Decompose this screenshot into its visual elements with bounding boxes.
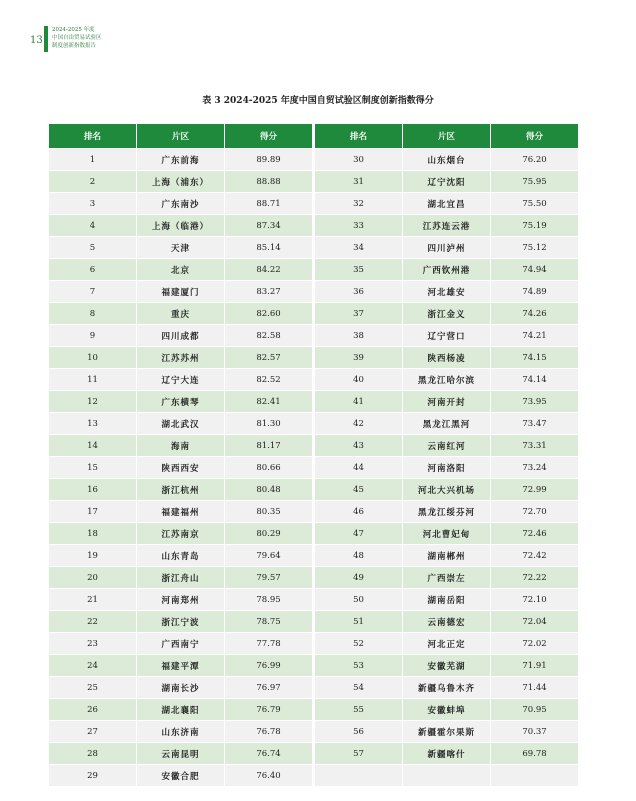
rank-cell: 31 bbox=[315, 171, 403, 193]
rank-cell: 27 bbox=[49, 721, 137, 743]
table-row bbox=[315, 171, 579, 193]
rank-cell: 23 bbox=[49, 633, 137, 655]
table-row bbox=[49, 479, 313, 501]
rank-cell: 4 bbox=[49, 215, 137, 237]
score-cell: 81.30 bbox=[225, 413, 313, 435]
region-cell: 江苏南京 bbox=[137, 523, 225, 545]
score-cell: 69.78 bbox=[491, 743, 579, 765]
rank-cell: 19 bbox=[49, 545, 137, 567]
table-title: 表 3 2024-2025 年度中国自贸试验区制度创新指数得分 bbox=[202, 96, 434, 106]
rank-cell: 3 bbox=[49, 193, 137, 215]
region-cell: 浙江金义 bbox=[403, 303, 491, 325]
table-row bbox=[49, 171, 313, 193]
rank-cell: 11 bbox=[49, 369, 137, 391]
table-row bbox=[49, 435, 313, 457]
region-cell: 湖北襄阳 bbox=[137, 699, 225, 721]
region-cell: 上海（临港） bbox=[137, 215, 225, 237]
region-cell: 河南洛阳 bbox=[403, 457, 491, 479]
table-row bbox=[49, 347, 313, 369]
table-row bbox=[49, 369, 313, 391]
table-row bbox=[49, 655, 313, 677]
score-cell: 72.04 bbox=[491, 611, 579, 633]
score-table-left-body bbox=[49, 149, 313, 787]
table-row bbox=[49, 633, 313, 655]
table-row bbox=[49, 237, 313, 259]
score-cell: 82.57 bbox=[225, 347, 313, 369]
report-title-line: 2024-2025 年度 bbox=[52, 27, 95, 33]
score-cell: 75.12 bbox=[491, 237, 579, 259]
table-row bbox=[315, 193, 579, 215]
score-cell: 73.95 bbox=[491, 391, 579, 413]
region-cell: 江苏苏州 bbox=[137, 347, 225, 369]
table-row bbox=[315, 435, 579, 457]
rank-cell: 36 bbox=[315, 281, 403, 303]
table-row bbox=[49, 501, 313, 523]
table-row bbox=[49, 413, 313, 435]
rank-cell: 49 bbox=[315, 567, 403, 589]
table-row bbox=[49, 391, 313, 413]
table-row bbox=[315, 303, 579, 325]
region-cell: 陕西西安 bbox=[137, 457, 225, 479]
rank-cell: 56 bbox=[315, 721, 403, 743]
region-cell: 湖南岳阳 bbox=[403, 589, 491, 611]
score-cell: 88.71 bbox=[225, 193, 313, 215]
score-cell: 74.89 bbox=[491, 281, 579, 303]
table-row bbox=[315, 369, 579, 391]
region-cell: 广东南沙 bbox=[137, 193, 225, 215]
rank-cell: 13 bbox=[49, 413, 137, 435]
table-row bbox=[315, 391, 579, 413]
region-cell: 河南开封 bbox=[403, 391, 491, 413]
score-cell: 79.64 bbox=[225, 545, 313, 567]
score-cell: 87.34 bbox=[225, 215, 313, 237]
score-cell: 75.95 bbox=[491, 171, 579, 193]
score-cell: 72.46 bbox=[491, 523, 579, 545]
region-cell: 新疆乌鲁木齐 bbox=[403, 677, 491, 699]
score-cell: 77.78 bbox=[225, 633, 313, 655]
score-cell: 76.97 bbox=[225, 677, 313, 699]
rank-cell: 10 bbox=[49, 347, 137, 369]
score-cell: 85.14 bbox=[225, 237, 313, 259]
table-row bbox=[315, 765, 579, 787]
table-row bbox=[315, 743, 579, 765]
table-row bbox=[49, 281, 313, 303]
score-cell: 72.70 bbox=[491, 501, 579, 523]
table-row bbox=[49, 215, 313, 237]
score-cell: 75.19 bbox=[491, 215, 579, 237]
score-cell: 80.35 bbox=[225, 501, 313, 523]
rank-cell: 34 bbox=[315, 237, 403, 259]
rank-cell: 32 bbox=[315, 193, 403, 215]
table-row bbox=[49, 545, 313, 567]
region-header: 片区 bbox=[137, 124, 225, 149]
rank-cell: 52 bbox=[315, 633, 403, 655]
table-row bbox=[49, 457, 313, 479]
region-cell: 黑龙江黑河 bbox=[403, 413, 491, 435]
table-row bbox=[315, 325, 579, 347]
table-row bbox=[315, 501, 579, 523]
rank-cell: 39 bbox=[315, 347, 403, 369]
rank-header: 排名 bbox=[49, 124, 137, 149]
region-cell: 广东前海 bbox=[137, 149, 225, 171]
rank-cell: 9 bbox=[49, 325, 137, 347]
table-row bbox=[49, 259, 313, 281]
region-cell: 广东横琴 bbox=[137, 391, 225, 413]
rank-cell: 51 bbox=[315, 611, 403, 633]
region-cell: 云南德宏 bbox=[403, 611, 491, 633]
rank-cell: 18 bbox=[49, 523, 137, 545]
score-cell: 83.27 bbox=[225, 281, 313, 303]
region-cell: 安徽蚌埠 bbox=[403, 699, 491, 721]
region-cell: 江苏连云港 bbox=[403, 215, 491, 237]
table-row bbox=[315, 655, 579, 677]
region-cell: 河南郑州 bbox=[137, 589, 225, 611]
score-cell: 89.89 bbox=[225, 149, 313, 171]
score-cell: 72.22 bbox=[491, 567, 579, 589]
score-cell: 72.02 bbox=[491, 633, 579, 655]
score-table-left bbox=[48, 124, 313, 787]
table-row bbox=[315, 699, 579, 721]
rank-cell: 2 bbox=[49, 171, 137, 193]
table-row bbox=[315, 523, 579, 545]
region-cell: 河北正定 bbox=[403, 633, 491, 655]
score-cell: 88.88 bbox=[225, 171, 313, 193]
score-cell: 73.31 bbox=[491, 435, 579, 457]
region-cell: 湖南长沙 bbox=[137, 677, 225, 699]
score-cell: 84.22 bbox=[225, 259, 313, 281]
rank-cell: 25 bbox=[49, 677, 137, 699]
table-row bbox=[49, 325, 313, 347]
rank-cell: 35 bbox=[315, 259, 403, 281]
rank-cell: 42 bbox=[315, 413, 403, 435]
region-cell: 广西钦州港 bbox=[403, 259, 491, 281]
rank-cell: 20 bbox=[49, 567, 137, 589]
rank-cell: 12 bbox=[49, 391, 137, 413]
table-row bbox=[49, 765, 313, 787]
score-cell: 82.41 bbox=[225, 391, 313, 413]
region-cell: 海南 bbox=[137, 435, 225, 457]
empty-cell bbox=[315, 765, 403, 787]
table-row bbox=[49, 699, 313, 721]
region-cell: 广西南宁 bbox=[137, 633, 225, 655]
rank-cell: 16 bbox=[49, 479, 137, 501]
score-cell: 78.95 bbox=[225, 589, 313, 611]
region-cell: 四川成都 bbox=[137, 325, 225, 347]
table-row bbox=[49, 523, 313, 545]
region-cell: 湖北武汉 bbox=[137, 413, 225, 435]
score-cell: 74.26 bbox=[491, 303, 579, 325]
table-row bbox=[49, 589, 313, 611]
rank-cell: 43 bbox=[315, 435, 403, 457]
rank-cell: 50 bbox=[315, 589, 403, 611]
region-cell: 安徽芜湖 bbox=[403, 655, 491, 677]
region-cell: 新疆霍尔果斯 bbox=[403, 721, 491, 743]
region-cell: 辽宁沈阳 bbox=[403, 171, 491, 193]
region-cell: 浙江杭州 bbox=[137, 479, 225, 501]
table-row bbox=[315, 567, 579, 589]
rank-cell: 26 bbox=[49, 699, 137, 721]
table-row bbox=[315, 237, 579, 259]
rank-header: 排名 bbox=[315, 124, 403, 149]
score-cell: 81.17 bbox=[225, 435, 313, 457]
page-number: 13 bbox=[30, 35, 43, 46]
table-row bbox=[315, 633, 579, 655]
region-cell: 新疆喀什 bbox=[403, 743, 491, 765]
score-cell: 76.20 bbox=[491, 149, 579, 171]
region-cell: 山东青岛 bbox=[137, 545, 225, 567]
table-header-row bbox=[49, 124, 313, 149]
rank-cell: 6 bbox=[49, 259, 137, 281]
rank-cell: 40 bbox=[315, 369, 403, 391]
region-cell: 河北曹妃甸 bbox=[403, 523, 491, 545]
score-cell: 72.42 bbox=[491, 545, 579, 567]
rank-cell: 53 bbox=[315, 655, 403, 677]
score-cell: 76.99 bbox=[225, 655, 313, 677]
region-cell: 浙江舟山 bbox=[137, 567, 225, 589]
table-row bbox=[315, 611, 579, 633]
score-cell: 75.50 bbox=[491, 193, 579, 215]
region-cell: 河北大兴机场 bbox=[403, 479, 491, 501]
region-cell: 黑龙江哈尔滨 bbox=[403, 369, 491, 391]
region-cell: 天津 bbox=[137, 237, 225, 259]
score-cell: 73.24 bbox=[491, 457, 579, 479]
score-cell: 79.57 bbox=[225, 567, 313, 589]
rank-cell: 21 bbox=[49, 589, 137, 611]
score-cell: 80.66 bbox=[225, 457, 313, 479]
rank-cell: 17 bbox=[49, 501, 137, 523]
region-cell: 辽宁大连 bbox=[137, 369, 225, 391]
region-cell: 浙江宁波 bbox=[137, 611, 225, 633]
table-row bbox=[49, 677, 313, 699]
region-cell: 湖南郴州 bbox=[403, 545, 491, 567]
score-cell: 70.95 bbox=[491, 699, 579, 721]
score-cell: 82.60 bbox=[225, 303, 313, 325]
table-header-row bbox=[315, 124, 579, 149]
rank-cell: 24 bbox=[49, 655, 137, 677]
table-row bbox=[49, 721, 313, 743]
rank-cell: 38 bbox=[315, 325, 403, 347]
table-row bbox=[49, 149, 313, 171]
score-cell: 71.44 bbox=[491, 677, 579, 699]
score-cell: 76.78 bbox=[225, 721, 313, 743]
rank-cell: 54 bbox=[315, 677, 403, 699]
region-cell: 湖北宜昌 bbox=[403, 193, 491, 215]
rank-cell: 55 bbox=[315, 699, 403, 721]
score-tables bbox=[48, 124, 576, 785]
table-row bbox=[315, 281, 579, 303]
rank-cell: 15 bbox=[49, 457, 137, 479]
table-row bbox=[315, 589, 579, 611]
region-cell: 福建平潭 bbox=[137, 655, 225, 677]
score-cell: 73.47 bbox=[491, 413, 579, 435]
empty-cell bbox=[403, 765, 491, 787]
region-cell: 黑龙江绥芬河 bbox=[403, 501, 491, 523]
score-cell: 74.14 bbox=[491, 369, 579, 391]
rank-cell: 30 bbox=[315, 149, 403, 171]
score-cell: 82.58 bbox=[225, 325, 313, 347]
score-cell: 82.52 bbox=[225, 369, 313, 391]
table-row bbox=[315, 347, 579, 369]
table-row bbox=[315, 545, 579, 567]
score-cell: 74.94 bbox=[491, 259, 579, 281]
header-accent-bar bbox=[44, 26, 48, 52]
table-row bbox=[315, 677, 579, 699]
score-header: 得分 bbox=[491, 124, 579, 149]
region-cell: 福建福州 bbox=[137, 501, 225, 523]
rank-cell: 29 bbox=[49, 765, 137, 787]
score-cell: 78.75 bbox=[225, 611, 313, 633]
score-cell: 76.74 bbox=[225, 743, 313, 765]
score-cell: 80.48 bbox=[225, 479, 313, 501]
score-cell: 72.99 bbox=[491, 479, 579, 501]
score-cell: 74.15 bbox=[491, 347, 579, 369]
region-cell: 北京 bbox=[137, 259, 225, 281]
table-row bbox=[315, 149, 579, 171]
empty-cell bbox=[491, 765, 579, 787]
rank-cell: 22 bbox=[49, 611, 137, 633]
rank-cell: 57 bbox=[315, 743, 403, 765]
rank-cell: 47 bbox=[315, 523, 403, 545]
table-row bbox=[315, 721, 579, 743]
rank-cell: 37 bbox=[315, 303, 403, 325]
score-cell: 72.10 bbox=[491, 589, 579, 611]
region-cell: 重庆 bbox=[137, 303, 225, 325]
rank-cell: 28 bbox=[49, 743, 137, 765]
region-cell: 山东烟台 bbox=[403, 149, 491, 171]
report-title-line: 中国自由贸易试验区 bbox=[52, 35, 102, 41]
table-row bbox=[315, 457, 579, 479]
region-cell: 福建厦门 bbox=[137, 281, 225, 303]
report-title-block bbox=[52, 26, 102, 50]
table-row bbox=[315, 479, 579, 501]
score-cell: 76.40 bbox=[225, 765, 313, 787]
region-cell: 云南昆明 bbox=[137, 743, 225, 765]
score-cell: 71.91 bbox=[491, 655, 579, 677]
region-cell: 上海（浦东） bbox=[137, 171, 225, 193]
region-cell: 云南红河 bbox=[403, 435, 491, 457]
report-title-line: 制度创新指数报告 bbox=[52, 43, 97, 49]
region-cell: 辽宁营口 bbox=[403, 325, 491, 347]
rank-cell: 44 bbox=[315, 457, 403, 479]
region-cell: 陕西杨凌 bbox=[403, 347, 491, 369]
region-cell: 四川泸州 bbox=[403, 237, 491, 259]
rank-cell: 41 bbox=[315, 391, 403, 413]
table-row bbox=[49, 567, 313, 589]
score-cell: 76.79 bbox=[225, 699, 313, 721]
table-row bbox=[49, 611, 313, 633]
table-row bbox=[49, 743, 313, 765]
region-cell: 山东济南 bbox=[137, 721, 225, 743]
score-cell: 70.37 bbox=[491, 721, 579, 743]
score-cell: 80.29 bbox=[225, 523, 313, 545]
rank-cell: 14 bbox=[49, 435, 137, 457]
rank-cell: 48 bbox=[315, 545, 403, 567]
region-cell: 河北雄安 bbox=[403, 281, 491, 303]
rank-cell: 33 bbox=[315, 215, 403, 237]
score-cell: 74.21 bbox=[491, 325, 579, 347]
region-cell: 安徽合肥 bbox=[137, 765, 225, 787]
rank-cell: 7 bbox=[49, 281, 137, 303]
table-row bbox=[315, 259, 579, 281]
rank-cell: 1 bbox=[49, 149, 137, 171]
rank-cell: 45 bbox=[315, 479, 403, 501]
region-cell: 广西崇左 bbox=[403, 567, 491, 589]
score-table-right-body bbox=[315, 149, 579, 787]
table-row bbox=[49, 303, 313, 325]
table-row bbox=[315, 413, 579, 435]
table-row bbox=[315, 215, 579, 237]
rank-cell: 46 bbox=[315, 501, 403, 523]
region-header: 片区 bbox=[403, 124, 491, 149]
table-row bbox=[49, 193, 313, 215]
score-header: 得分 bbox=[225, 124, 313, 149]
rank-cell: 5 bbox=[49, 237, 137, 259]
rank-cell: 8 bbox=[49, 303, 137, 325]
score-table-right bbox=[314, 124, 579, 787]
